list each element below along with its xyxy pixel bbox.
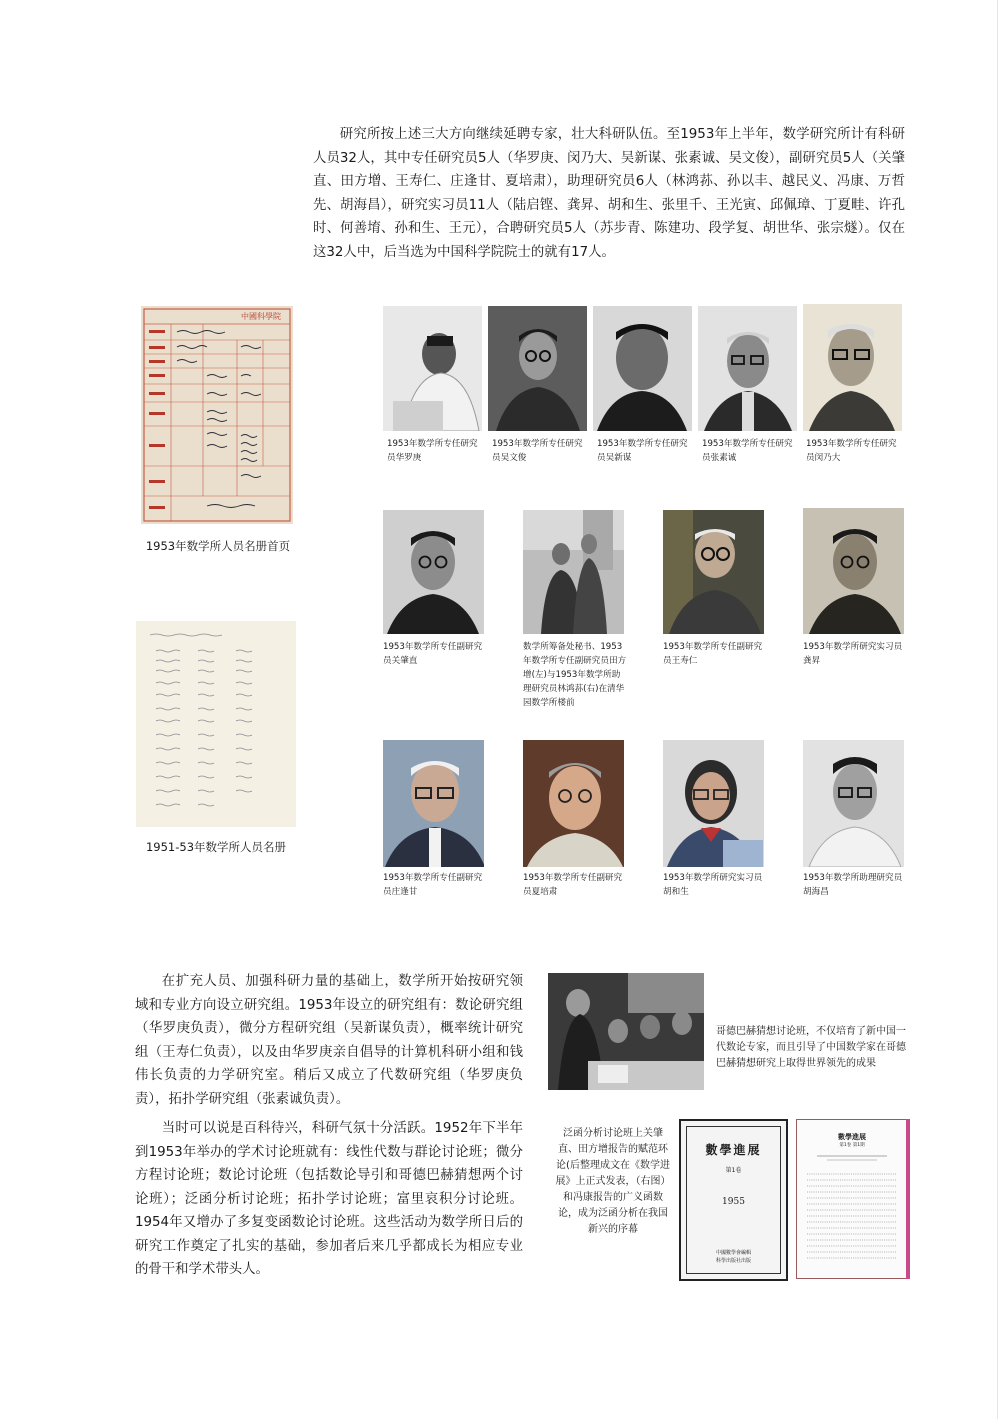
journal-volume: 第1卷 — [725, 1167, 742, 1174]
portrait-caption: 1953年数学所研究实习员龚昇 — [803, 642, 903, 666]
roster-first-page-image — [141, 306, 293, 524]
contents-title: 數學進展 — [838, 1132, 866, 1141]
journal-publisher-line2: 科學出版社出版 — [715, 1258, 751, 1264]
journal-contents-image — [796, 1119, 908, 1279]
portrait-caption: 1953年数学所专任研究员吴文俊 — [492, 439, 583, 463]
portrait-caption: 1953年数学所专任研究员华罗庚 — [387, 439, 478, 463]
portrait-caption: 1953年数学所专任研究员张素诚 — [702, 439, 793, 463]
portrait-caption: 1953年数学所研究实习员胡和生 — [663, 873, 763, 897]
roster-first-page-caption: 1953年数学所人员名册首页 — [145, 539, 291, 553]
seminars-paragraph: 当时可以说是百科待兴，科研气氛十分活跃。1952年下半年到1953年举办的学术讨论班就有：线性代数与群论讨论班；微分方程讨论班；数论讨论班（包括数论导引和哥德巴赫猜想两个讨论班）；泛函分析讨论班；拓扑学讨论班；富里哀积分讨论班。1954年又增办了多复变函数论讨论班。这些活动为数学所日后的研究工作奠定了扎实的基础，参加者后来几乎都成长为相应专业的骨干和学术带头人。 — [135, 1121, 523, 1277]
portrait-caption: 1953年数学所专任副研究员关肇直 — [383, 642, 483, 666]
portrait-caption: 1953年数学所专任副研究员夏培肃 — [523, 873, 623, 897]
portrait-photo — [488, 306, 587, 431]
roster-header: 中國科學院 — [241, 312, 281, 321]
journal-publisher-line1: 中國數學會編輯 — [715, 1250, 751, 1256]
journal-year: 1955 — [722, 1197, 745, 1207]
portrait-photo — [523, 740, 624, 867]
group-photo — [523, 510, 624, 634]
portrait-caption: 数学所筹备处秘书、1953年数学所专任副研究员田方增(左)与1953年数学所助理研究员林鸿荪(右)在清华园数学所楼前 — [523, 642, 627, 708]
portrait-photo — [383, 510, 484, 634]
research-groups-paragraph: 在扩充人员、加强科研力量的基础上，数学所开始按研究领域和专业方向设立研究组。1953年设立的研究组有：数论研究组（华罗庚负责），微分方程研究组（吴新谋负责），概率统计研究组（王寿仁负责），以及由华罗庚亲自倡导的计算机科研小组和钱伟长负责的力学研究室。稍后又成立了代数研究组（华罗庚负责），拓扑学研究组（张素诚负责）。 — [135, 974, 523, 1107]
contents-lines — [797, 1150, 907, 1270]
portrait-photo — [663, 740, 764, 867]
portrait-photo — [803, 740, 904, 867]
intro-paragraph: 研究所按上述三大方向继续延聘专家，壮大科研队伍。至1953年上半年，数学研究所计有科研人员32人，其中专任研究员5人（华罗庚、闵乃大、吴新谋、张素诚、吴文俊），副研究员5人（关肇直、田方增、王寿仁、庄逢甘、夏培肃），助理研究员6人（林鸿荪、孙以丰、越民义、冯康、万哲先、胡海昌），研究实习员11人（陆启铿、龚昇、胡和生、张里千、王光寅、邱佩璋、丁夏畦、许孔时、何善堉、孙和生、王元），合聘研究员5人（苏步青、陈建功、段学复、胡世华、张宗燧）。仅在这32人中，后当选为中国科学院院士的就有17人。 — [313, 127, 905, 260]
portrait-photo — [383, 306, 482, 431]
page-edge-line — [997, 0, 998, 1419]
goldbach-seminar-photo — [548, 973, 704, 1090]
portrait-caption: 1953年数学所专任副研究员王寿仁 — [663, 642, 763, 666]
portrait-caption: 1953年数学所专任研究员吴新谋 — [597, 439, 688, 463]
portrait-caption: 1953年数学所助理研究员胡海昌 — [803, 873, 903, 897]
roster-list-image — [136, 621, 296, 827]
portrait-photo — [663, 510, 764, 634]
journal-cover-image — [679, 1119, 788, 1281]
portrait-photo — [803, 508, 904, 634]
journal-title: 數學進展 — [705, 1143, 762, 1157]
roster-list-caption: 1951-53年数学所人员名册 — [145, 840, 287, 854]
portrait-caption: 1953年数学所专任副研究员庄逢甘 — [383, 873, 483, 897]
page-edge-accent — [906, 1119, 910, 1279]
portrait-photo — [593, 306, 692, 431]
functional-analysis-caption: 泛函分析讨论班上关肇直、田方增报告的赋范环论(后整理成文在《数学进展》上正式发表，（右图）和冯康报告的广义函数论，成为泛函分析在我国新兴的序幕 — [555, 1128, 671, 1235]
contents-subtitle: 第1卷 第1期 — [839, 1143, 865, 1148]
portrait-photo — [383, 740, 484, 867]
goldbach-seminar-caption: 哥德巴赫猜想讨论班，不仅培育了新中国一代数论专家，而且引导了中国数学家在哥德巴赫猜想研究上取得世界领先的成果 — [716, 1026, 906, 1069]
portrait-photo — [698, 306, 797, 431]
portrait-photo — [803, 304, 902, 431]
portrait-caption: 1953年数学所专任研究员闵乃大 — [806, 439, 897, 463]
